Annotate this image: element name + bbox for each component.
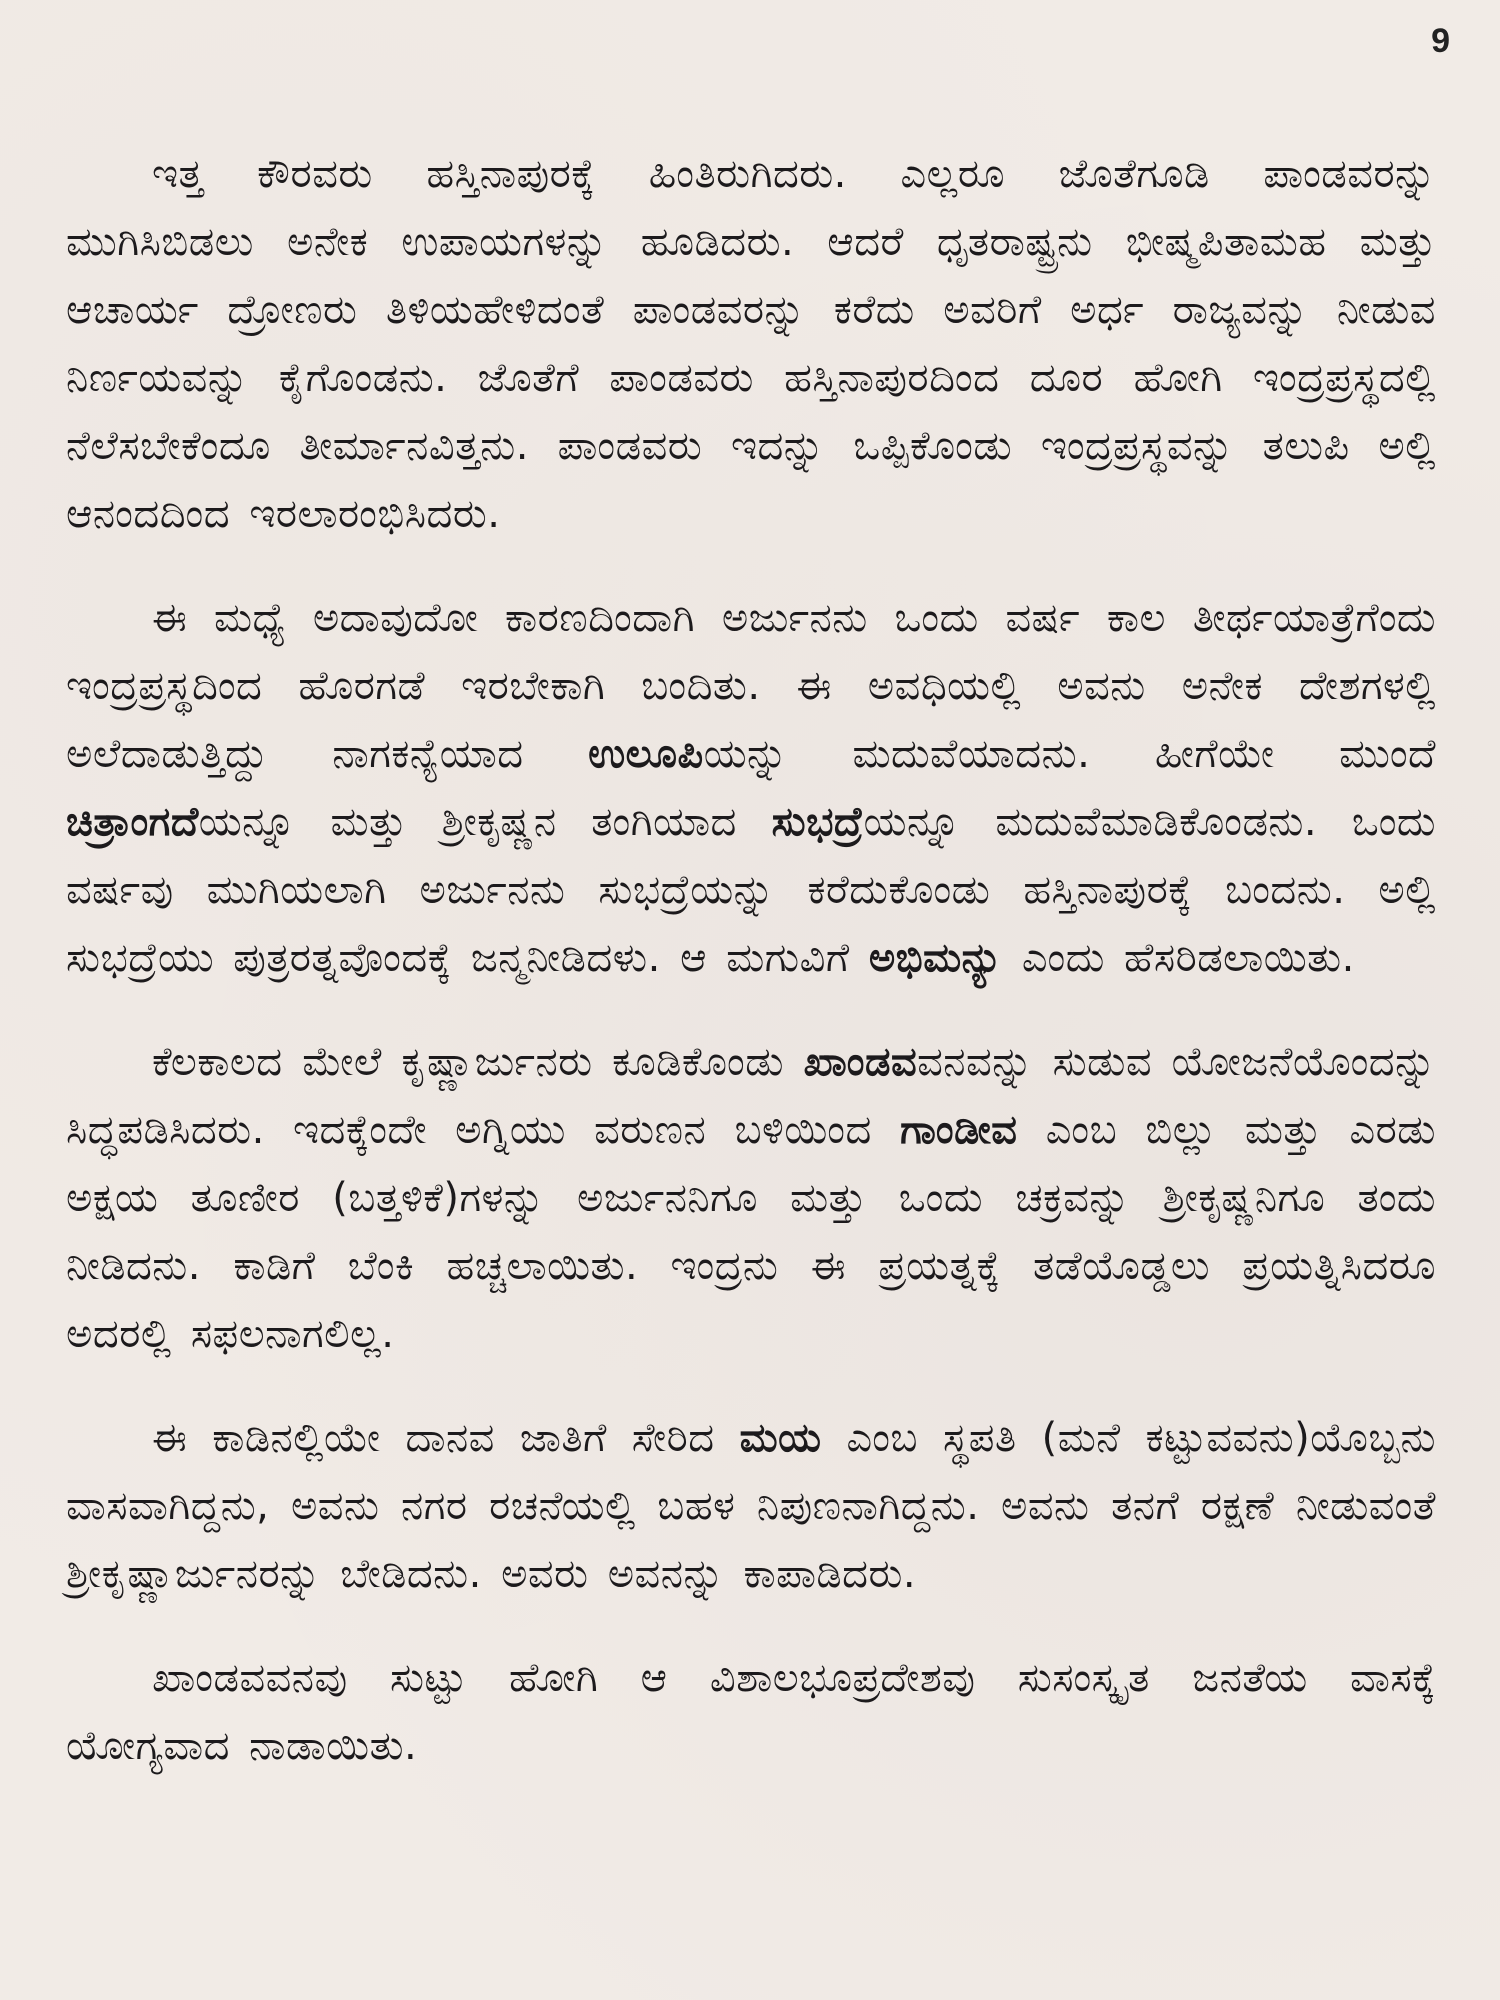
paragraph-text: ಎಂಬ ಬಿಲ್ಲು ಮತ್ತು ಎರಡು ಅಕ್ಷಯ ತೂಣೀರ (ಬತ್ತಳಿಕೆ)ಗಳನ್ನು ಅರ್ಜುನನಿಗೂ ಮತ್ತು ಒಂದು ಚಕ್ರವನ್ನು ಶ್ರೀಕೃಷ್ಣನಿಗೂ ತಂದು ನೀಡಿದನು. ಕಾಡಿಗೆ ಬೆಂಕಿ ಹಚ್ಚಲಾಯಿತು. ಇಂದ್ರನು ಈ ಪ್ರಯತ್ನಕ್ಕೆ ತಡೆಯೊಡ್ಡಲು ಪ್ರಯತ್ನಿಸಿದರೂ ಅದರಲ್ಲಿ ಸಫಲನಾಗಲಿಲ್ಲ.: [66, 1107, 1436, 1357]
paragraph-text: ವನವನ್ನು ಸುಡುವ ಯೋಜನೆಯೊಂದನ್ನು ಸಿದ್ಧಪಡಿಸಿದರು. ಇದಕ್ಕೆಂದೇ ಅಗ್ನಿಯು ವರುಣನ ಬಳಿಯಿಂದ: [66, 1039, 1437, 1153]
bold-name-ulupi: ಉಲೂಪಿ: [588, 731, 704, 777]
paragraph-2: [66, 584, 1436, 992]
paragraph-5: [66, 1644, 1436, 1780]
paragraph-4: [66, 1404, 1436, 1608]
bold-name-khandava: ಖಾಂಡವ: [803, 1039, 918, 1085]
paragraph-text: ಎಂದು ಹೆಸರಿಡಲಾಯಿತು.: [1002, 935, 1355, 981]
paragraph-text: ಯನ್ನು ಮದುವೆಯಾದನು. ಹೀಗೆಯೇ ಮುಂದೆ: [703, 731, 1436, 777]
bold-name-maya: ಮಯ: [739, 1415, 822, 1461]
bold-name-subhadre: ಸುಭದ್ರೆ: [771, 799, 864, 845]
paragraph-1: [66, 140, 1436, 548]
paragraph-text: ಖಾಂಡವವನವು ಸುಟ್ಟು ಹೋಗಿ ಆ ವಿಶಾಲಭೂಪ್ರದೇಶವು ಸುಸಂಸ್ಕೃತ ಜನತೆಯ ವಾಸಕ್ಕೆ ಯೋಗ್ಯವಾದ ನಾಡಾಯಿತು.: [66, 1655, 1436, 1769]
paragraph-text: ಇತ್ತ ಕೌರವರು ಹಸ್ತಿನಾಪುರಕ್ಕೆ ಹಿಂತಿರುಗಿದರು. ಎಲ್ಲರೂ ಜೊತೆಗೂಡಿ ಪಾಂಡವರನ್ನು ಮುಗಿಸಿಬಿಡಲು ಅನೇಕ ಉಪಾಯಗಳನ್ನು ಹೂಡಿದರು. ಆದರೆ ಧೃತರಾಷ್ಟ್ರನು ಭೀಷ್ಮಪಿತಾಮಹ ಮತ್ತು ಆಚಾರ್ಯ ದ್ರೋಣರು ತಿಳಿಯಹೇಳಿದಂತೆ ಪಾಂಡವರನ್ನು ಕರೆದು ಅವರಿಗೆ ಅರ್ಧ ರಾಜ್ಯವನ್ನು ನೀಡುವ ನಿರ್ಣಯವನ್ನು ಕೈಗೊಂಡನು. ಜೊತೆಗೆ ಪಾಂಡವರು ಹಸ್ತಿನಾಪುರದಿಂದ ದೂರ ಹೋಗಿ ಇಂದ್ರಪ್ರಸ್ಥದಲ್ಲಿ ನೆಲೆಸಬೇಕೆಂದೂ ತೀರ್ಮಾನವಿತ್ತನು. ಪಾಂಡವರು ಇದನ್ನು ಒಪ್ಪಿಕೊಂಡು ಇಂದ್ರಪ್ರಸ್ಥವನ್ನು ತಲುಪಿ ಅಲ್ಲಿ ಆನಂದದಿಂದ ಇರಲಾರಂಭಿಸಿದರು.: [66, 151, 1436, 537]
paragraph-text: ಎಂಬ ಸ್ಥಪತಿ (ಮನೆ ಕಟ್ಟುವವನು)ಯೊಬ್ಬನು ವಾಸವಾಗಿದ್ದನು, ಅವನು ನಗರ ರಚನೆಯಲ್ಲಿ ಬಹಳ ನಿಪುಣನಾಗಿದ್ದನು. ಅವನು ತನಗೆ ರಕ್ಷಣೆ ನೀಡುವಂತೆ ಶ್ರೀಕೃಷ್ಣಾರ್ಜುನರನ್ನು ಬೇಡಿದನು. ಅವರು ಅವನನ್ನು ಕಾಪಾಡಿದರು.: [66, 1415, 1436, 1597]
paragraph-text: ಈ ಮಧ್ಯೆ ಅದಾವುದೋ ಕಾರಣದಿಂದಾಗಿ ಅರ್ಜುನನು ಒಂದು ವರ್ಷ ಕಾಲ ತೀರ್ಥಯಾತ್ರೆಗೆಂದು ಇಂದ್ರಪ್ರಸ್ಥದಿಂದ ಹೊರಗಡೆ ಇರಬೇಕಾಗಿ ಬಂದಿತು. ಈ ಅವಧಿಯಲ್ಲಿ ಅವನು ಅನೇಕ ದೇಶಗಳಲ್ಲಿ ಅಲೆದಾಡುತ್ತಿದ್ದು ನಾಗಕನ್ಯೆಯಾದ: [66, 595, 1436, 777]
paragraph-text: ಯನ್ನೂ ಮದುವೆಮಾಡಿಕೊಂಡನು. ಒಂದು ವರ್ಷವು ಮುಗಿಯಲಾಗಿ ಅರ್ಜುನನು ಸುಭದ್ರೆಯನ್ನು ಕರೆದುಕೊಂಡು ಹಸ್ತಿನಾಪುರಕ್ಕೆ ಬಂದನು. ಅಲ್ಲಿ ಸುಭದ್ರೆಯು ಪುತ್ರರತ್ನವೊಂದಕ್ಕೆ ಜನ್ಮನೀಡಿದಳು. ಆ ಮಗುವಿಗೆ: [66, 799, 1436, 981]
paragraph-text: ಈ ಕಾಡಿನಲ್ಲಿಯೇ ದಾನವ ಜಾತಿಗೆ ಸೇರಿದ: [152, 1415, 740, 1461]
bold-name-chitrangade: ಚಿತ್ರಾಂಗದೆ: [66, 799, 199, 845]
paragraph-text: ಯನ್ನೂ ಮತ್ತು ಶ್ರೀಕೃಷ್ಣನ ತಂಗಿಯಾದ: [198, 799, 772, 845]
page-number: 9: [1431, 22, 1450, 60]
bold-name-abhimanyu: ಅಭಿಮನ್ಯು: [868, 935, 1003, 981]
paragraph-3: [66, 1028, 1436, 1368]
paragraph-text: ಕೆಲಕಾಲದ ಮೇಲೆ ಕೃಷ್ಣಾರ್ಜುನರು ಕೂಡಿಕೊಂಡು: [152, 1039, 804, 1085]
bold-name-gandiva: ಗಾಂಡೀವ: [900, 1107, 1018, 1153]
